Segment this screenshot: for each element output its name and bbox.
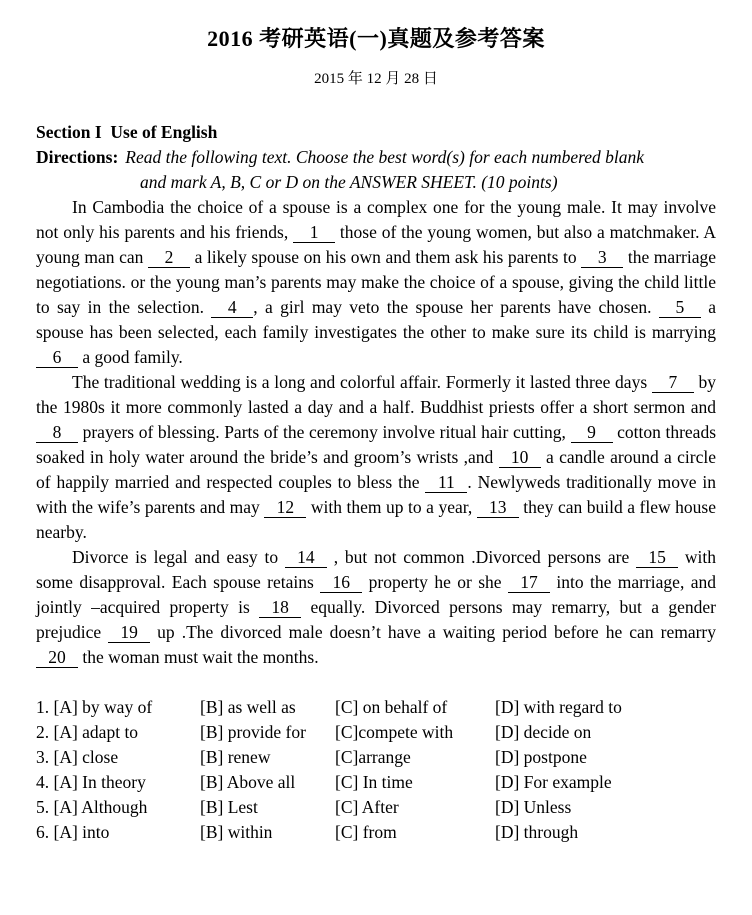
option-cell-5-a: 5. [A] Although [36, 797, 148, 817]
blank-20: 20 [36, 647, 78, 668]
option-cell-3-c: [C]arrange [335, 747, 411, 767]
blank-19: 19 [108, 622, 150, 643]
option-cell-2-c: [C]compete with [335, 722, 454, 742]
option-cell-5-c: [C] After [335, 797, 399, 817]
option-cell-3-a: 3. [A] close [36, 747, 119, 767]
option-cell-4-c: [C] In time [335, 772, 413, 792]
option-cell-5-b: [B] Lest [200, 797, 258, 817]
blank-6: 6 [36, 347, 78, 368]
directions-line-1 [36, 145, 716, 170]
option-cell-1-a: 1. [A] by way of [36, 697, 153, 717]
directions-label: Directions: [36, 147, 119, 167]
blank-4: 4 [211, 297, 253, 318]
option-cell-2-d: [D] decide on [495, 722, 592, 742]
blank-15: 15 [636, 547, 678, 568]
option-cell-6-d: [D] through [495, 822, 579, 842]
blank-12: 12 [264, 497, 306, 518]
passage-paragraph-2: The traditional wedding is a long and colorful affair. Formerly it lasted three days 7 by the 1980s it more commonly lasted a day and a half. Buddhist priests offer a short sermon and 8 prayers of blessing. Parts of the ceremony involve ritual hair cutting, 9 cotton threads soaked in holy water around the bride’s and groom’s wrists ,and 10 a candle around a circle of happily married and respected couples to bless the 11 . Newlyweds traditionally move in with the wife’s parents and may 12 with them up to a year, 13 they can build a flew house nearby. [36, 372, 717, 542]
directions [36, 145, 716, 195]
option-cell-6-a: 6. [A] into [36, 822, 110, 842]
option-cell-4-b: [B] Above all [200, 772, 296, 792]
blank-2: 2 [148, 247, 190, 268]
option-cell-3-b: [B] renew [200, 747, 271, 767]
option-cell-3-d: [D] postpone [495, 747, 587, 767]
option-cell-5-d: [D] Unless [495, 797, 572, 817]
blank-18: 18 [259, 597, 301, 618]
options-table [36, 695, 716, 845]
directions-text-2: and mark A, B, C or D on the ANSWER SHEET. (10 points) [140, 172, 558, 192]
blank-17: 17 [508, 572, 550, 593]
option-cell-1-d: [D] with regard to [495, 697, 622, 717]
blank-3: 3 [581, 247, 623, 268]
document-date: 2015 年 12 月 28 日 [314, 71, 438, 87]
blank-16: 16 [320, 572, 362, 593]
option-row-1 [36, 695, 716, 720]
option-row-2 [36, 720, 716, 745]
option-cell-6-c: [C] from [335, 822, 397, 842]
passage-paragraph-1: In Cambodia the choice of a spouse is a complex one for the young male. It may involve not only his parents and his friends, 1 those of the young women, but also a matchmaker. A young man can 2 a likely spouse on his own and them ask his parents to 3 the marriage negotiations. or the young man’s parents may make the choice of a spouse, giving the child little to say in the selection. 4 , a girl may veto the spouse her parents have chosen. 5 a spouse has been selected, each family investigates the other to make sure its child is marrying 6 a good family. [36, 197, 716, 367]
blank-1: 1 [293, 222, 335, 243]
blank-9: 9 [571, 422, 613, 443]
blank-7: 7 [652, 372, 694, 393]
option-cell-4-d: [D] For example [495, 772, 612, 792]
section-heading: Section I Use of English [36, 122, 218, 142]
blank-5: 5 [659, 297, 701, 318]
document-title: 2016 考研英语(一)真题及参考答案 [207, 26, 545, 51]
blank-11: 11 [425, 472, 467, 493]
blank-8: 8 [36, 422, 78, 443]
blank-13: 13 [477, 497, 519, 518]
option-row-6 [36, 820, 716, 845]
blank-14: 14 [285, 547, 327, 568]
option-row-5 [36, 795, 716, 820]
option-cell-2-b: [B] provide for [200, 722, 306, 742]
option-row-4 [36, 770, 716, 795]
option-cell-1-c: [C] on behalf of [335, 697, 448, 717]
passage-paragraph-3: Divorce is legal and easy to 14 , but not common .Divorced persons are 15 with some disapproval. Each spouse retains 16 property he or she 17 into the marriage, and jointly –acquired property is 18 equally. Divorced persons may remarry, but a gender prejudice 19 up .The divorced male doesn’t have a waiting period before he can remarry 20 the woman must wait the months. [36, 547, 716, 667]
blank-10: 10 [499, 447, 541, 468]
directions-text-1: Read the following text. Choose the best word(s) for each numbered blank [125, 147, 645, 167]
option-cell-1-b: [B] as well as [200, 697, 296, 717]
option-row-3 [36, 745, 716, 770]
option-cell-6-b: [B] within [200, 822, 273, 842]
option-cell-2-a: 2. [A] adapt to [36, 722, 139, 742]
option-cell-4-a: 4. [A] In theory [36, 772, 146, 792]
